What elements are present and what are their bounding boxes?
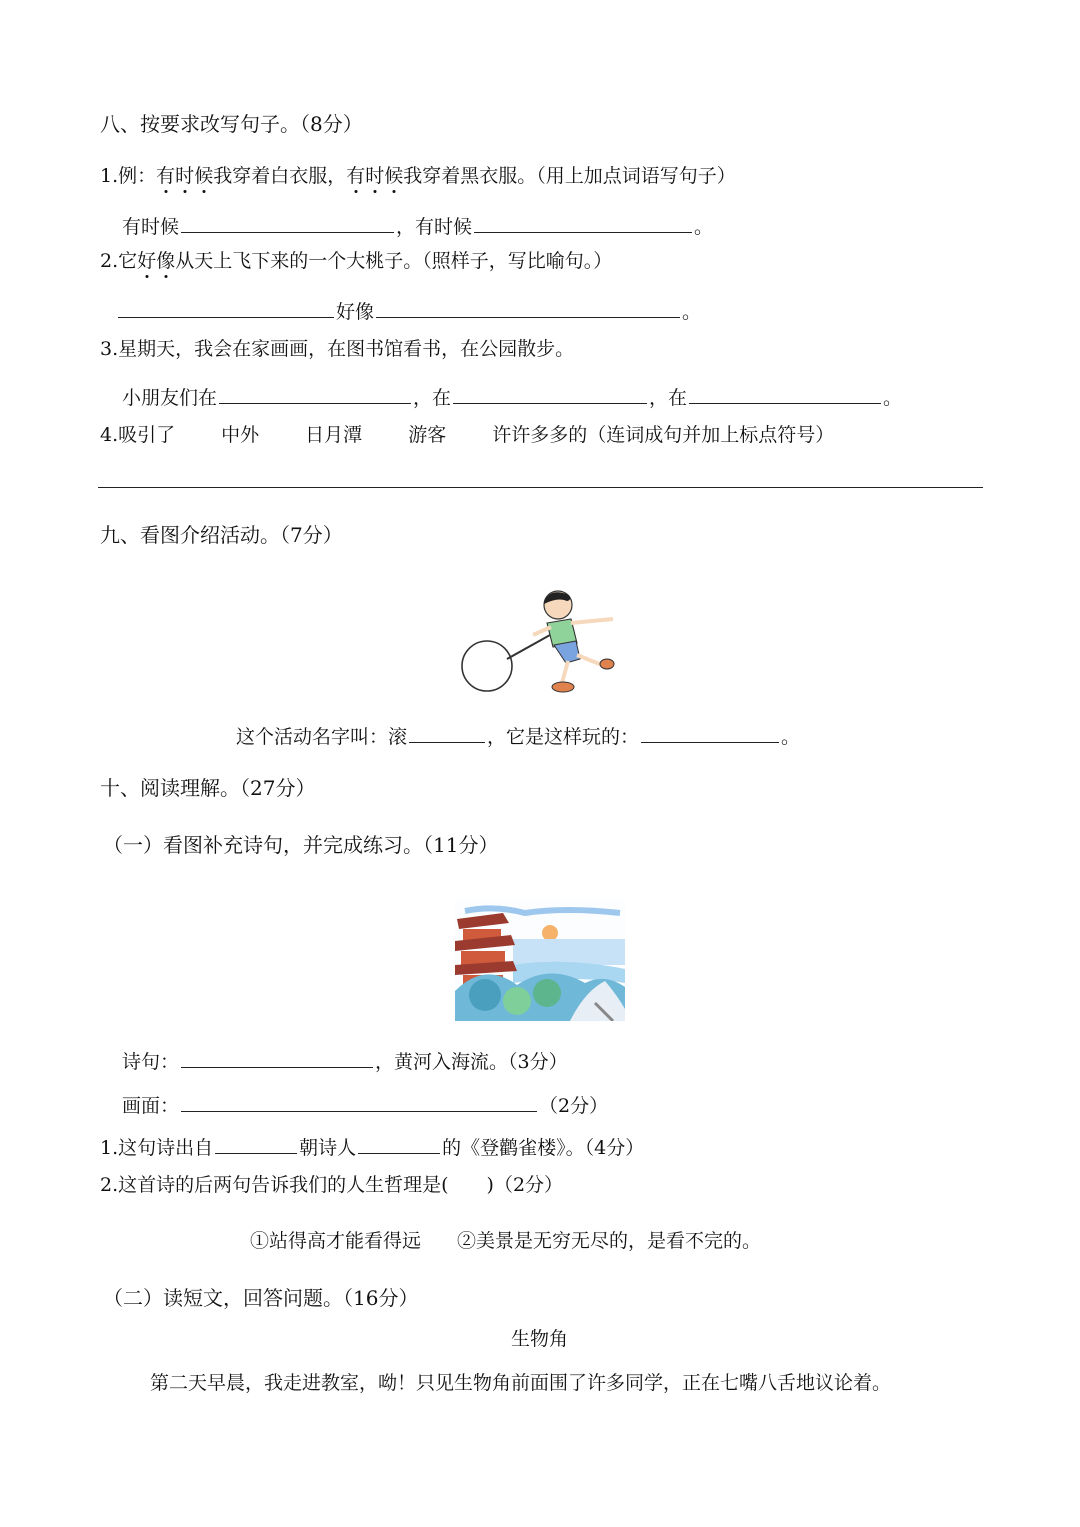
answer-line-8-3: 小朋友们在 ，在 ，在 。 [122, 383, 902, 408]
answer-line-8-1: 有时候 ，有时候 。 [122, 212, 713, 237]
pavilion-river-illustration [455, 899, 625, 1021]
section-8-heading: 八、按要求改写句子。（8分） [100, 112, 363, 136]
dotted-char: 有 [346, 165, 366, 187]
question-10-2: 2.这首诗的后两句告诉我们的人生哲理是( )（2分） [100, 1174, 564, 1196]
part-1-heading: （一）看图补充诗句，并完成练习。（11分） [103, 833, 499, 857]
passage-title: 生物角 [511, 1328, 569, 1350]
blank[interactable] [474, 212, 692, 233]
blank[interactable] [409, 722, 485, 743]
poem-line: 诗句： ，黄河入海流。（3分） [122, 1047, 568, 1072]
section-10-heading: 十、阅读理解。（27分） [100, 776, 316, 800]
dotted-char: 有 [156, 165, 176, 187]
scene-line: 画面： （2分） [122, 1091, 608, 1116]
dotted-char: 好 [137, 250, 157, 272]
dotted-char: 候 [194, 165, 214, 187]
section-9-heading: 九、看图介绍活动。（7分） [100, 523, 343, 547]
question-8-1: 1.例：有时候我穿着白衣服，有时候我穿着黑衣服。（用上加点词语写句子） [100, 165, 736, 187]
blank[interactable] [219, 383, 411, 404]
blank[interactable] [641, 722, 779, 743]
blank[interactable] [181, 212, 394, 233]
question-8-2: 2.它好像从天上飞下来的一个大桃子。（照样子，写比喻句。） [100, 250, 613, 272]
option-2[interactable]: ②美景是无穷无尽的，是看不完的。 [457, 1230, 762, 1252]
blank[interactable] [689, 383, 881, 404]
dotted-char: 时 [175, 165, 195, 187]
blank[interactable] [118, 297, 334, 318]
part-2-heading: （二）读短文，回答问题。（16分） [103, 1286, 419, 1310]
blank[interactable] [453, 383, 647, 404]
passage-paragraph: 第二天早晨，我走进教室，呦！只见生物角前面围了许多同学，正在七嘴八舌地议论着。 [150, 1372, 892, 1394]
question-8-4: 4.吸引了 中外 日月潭 游客 许许多多的（连词成句并加上标点符号） [100, 424, 835, 446]
answer-line-9: 这个活动名字叫：滚 ，它是这样玩的： 。 [236, 722, 800, 747]
blank[interactable] [215, 1133, 297, 1154]
blank[interactable] [181, 1091, 537, 1112]
answer-line-8-4[interactable] [98, 487, 983, 488]
question-10-1: 1.这句诗出自 朝诗人 的《登鹳雀楼》。（4分） [100, 1133, 644, 1158]
blank[interactable] [181, 1047, 373, 1068]
answer-options [250, 1232, 761, 1251]
answer-line-8-2: 好像 。 [118, 297, 701, 322]
blank[interactable] [358, 1133, 440, 1154]
option-1[interactable]: ①站得高才能看得远 [250, 1230, 422, 1252]
blank[interactable] [376, 297, 680, 318]
dotted-char: 时 [365, 165, 385, 187]
dotted-char: 像 [156, 250, 176, 272]
boy-rolling-hoop-illustration [455, 583, 625, 698]
dotted-char: 候 [384, 165, 404, 187]
question-8-3: 3.星期天，我会在家画画，在图书馆看书，在公园散步。 [100, 338, 575, 360]
